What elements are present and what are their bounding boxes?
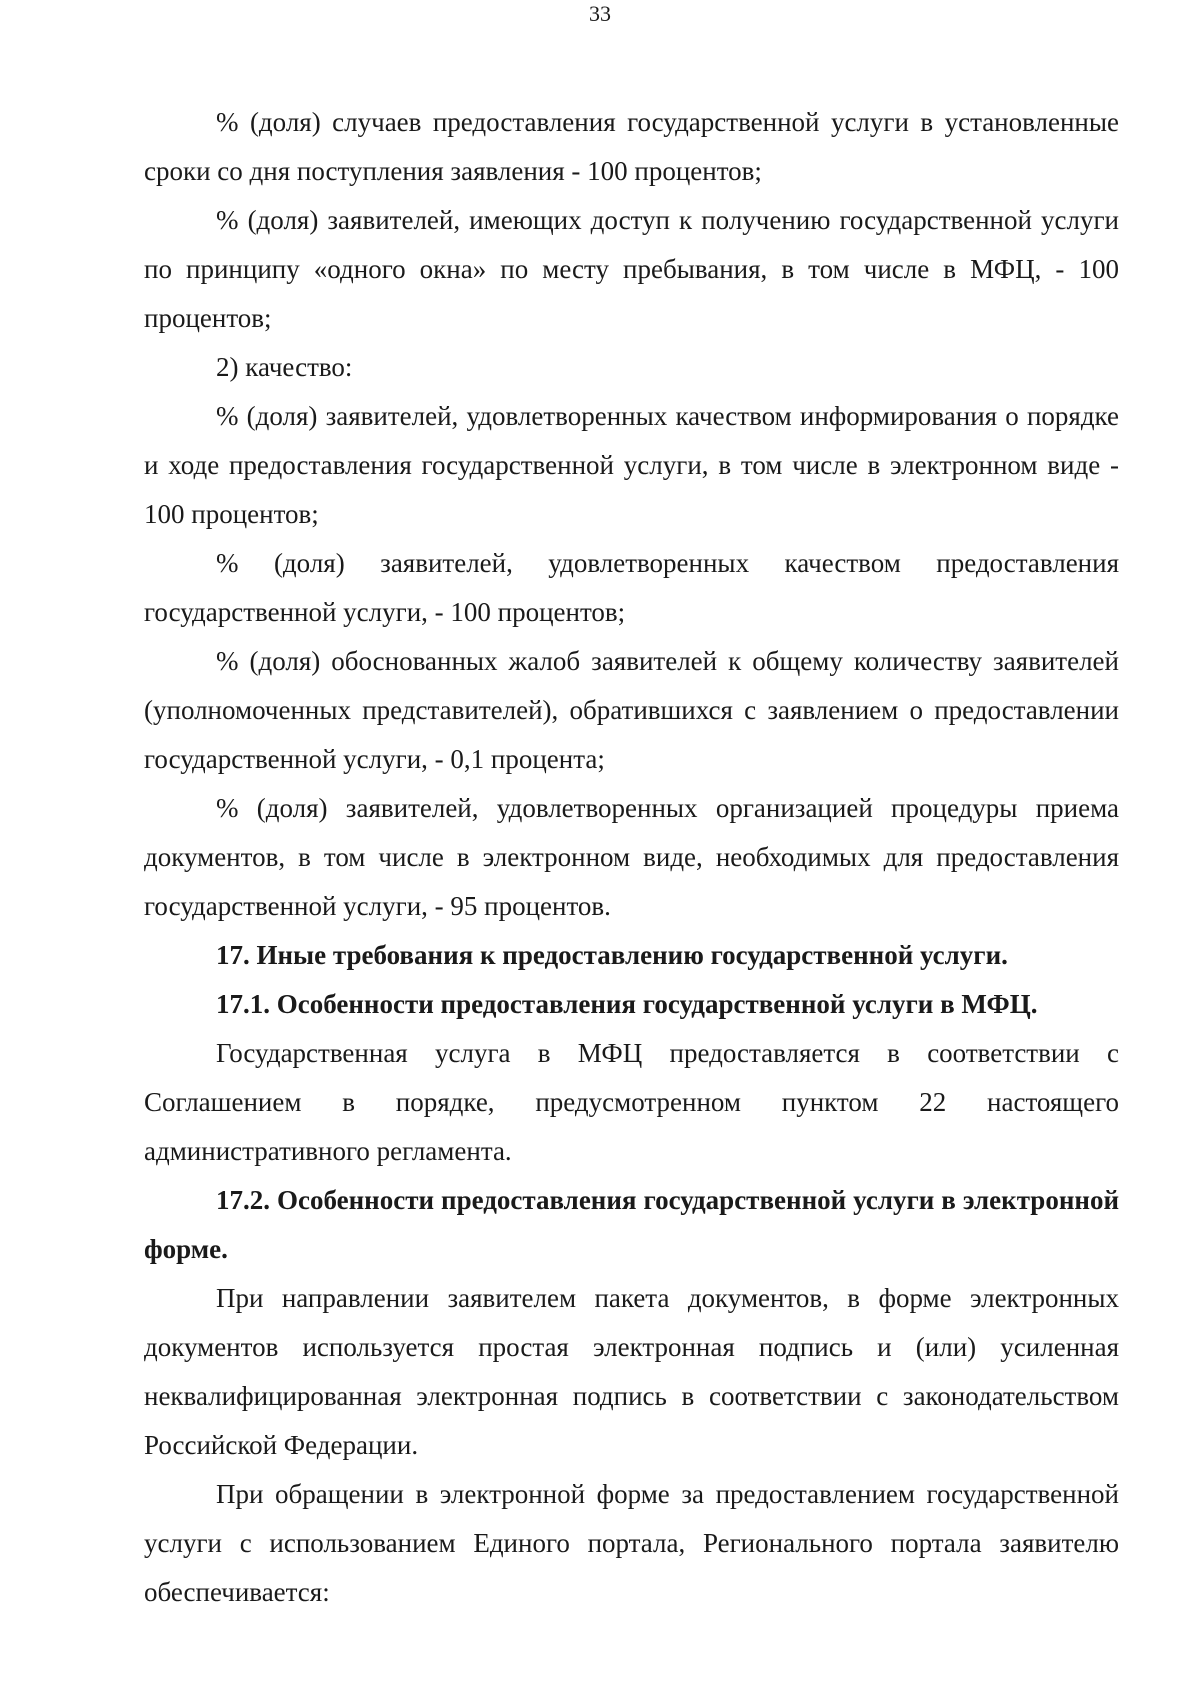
paragraph-service-quality: % (доля) заявителей, удовлетворенных качеством предоставления государственной услуги, - 100 процентов; (144, 548, 1119, 627)
section-heading-17-2: 17.2. Особенности предоставления государственной услуги в электронной форме. (144, 1185, 1119, 1264)
paragraph-portal-request: При обращении в электронной форме за предоставлением государственной услуги с использованием Единого портала, Регионального портала заявителю обеспечивается: (144, 1479, 1119, 1607)
paragraph-electronic-signature: При направлении заявителем пакета документов, в форме электронных документов используется простая электронная подпись и (или) усиленная неквалифицированная электронная подпись в соответствии с законодательством Российской Федерации. (144, 1283, 1119, 1460)
paragraph-mfc-agreement: Государственная услуга в МФЦ предоставляется в соответствии с Соглашением в порядке, предусмотренном пунктом 22 настоящего административного регламента. (144, 1038, 1119, 1166)
paragraph-complaints: % (доля) обоснованных жалоб заявителей к общему количеству заявителей (уполномоченных представителей), обратившихся с заявлением о предоставлении государственной услуги, - 0,1 процента; (144, 646, 1119, 774)
section-heading-17: 17. Иные требования к предоставлению государственной услуги. (216, 940, 1008, 970)
paragraph-quality-heading: 2) качество: (216, 352, 353, 382)
paragraph-informing-quality: % (доля) заявителей, удовлетворенных качеством информирования о порядке и ходе предоставления государственной услуги, в том числе в электронном виде - 100 процентов; (144, 401, 1119, 529)
paragraph-one-window-access: % (доля) заявителей, имеющих доступ к получению государственной услуги по принципу «одного окна» по месту пребывания, в том числе в МФЦ, - 100 процентов; (144, 205, 1119, 333)
paragraph-timeliness: % (доля) случаев предоставления государственной услуги в установленные сроки со дня поступления заявления - 100 процентов; (144, 107, 1119, 186)
paragraph-document-reception: % (доля) заявителей, удовлетворенных организацией процедуры приема документов, в том числе в электронном виде, необходимых для предоставления государственной услуги, - 95 процентов. (144, 793, 1119, 921)
document-body (144, 98, 1119, 1617)
page-number: 33 (589, 1, 611, 26)
section-heading-17-1: 17.1. Особенности предоставления государственной услуги в МФЦ. (216, 989, 1038, 1019)
